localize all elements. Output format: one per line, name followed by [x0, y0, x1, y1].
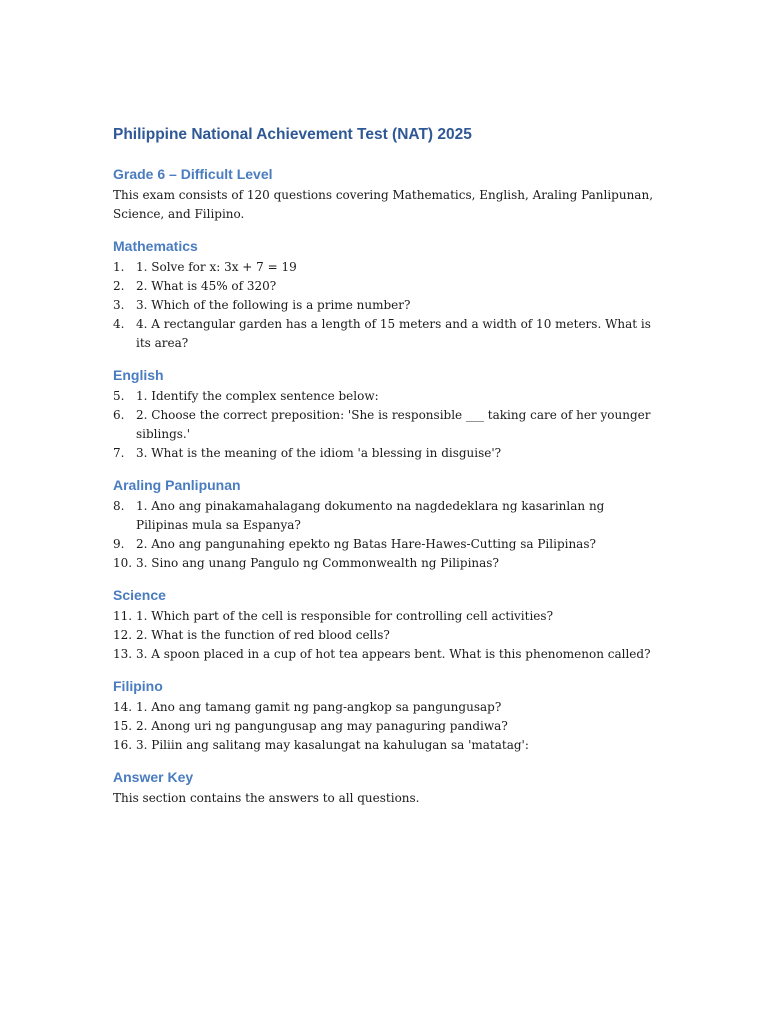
question-text: 1. Ano ang pinakamahalagang dokumento na nagdedeklara ng kasarinlan ng Pilipinas mula sa Espanya? [136, 499, 605, 532]
list-item [113, 535, 653, 554]
question-text: 2. Choose the correct preposition: 'She is responsible ___ taking care of her younger siblings.' [136, 408, 651, 441]
question-text: 3. A spoon placed in a cup of hot tea appears bent. What is this phenomenon called? [136, 647, 651, 661]
question-list [113, 387, 653, 463]
list-item [113, 736, 653, 755]
section-heading: English [113, 367, 164, 383]
section-mathematics [113, 236, 653, 353]
question-text: 3. Which of the following is a prime number? [136, 298, 411, 312]
question-list [113, 698, 653, 755]
question-list [113, 258, 653, 353]
list-number: 4. [113, 317, 125, 331]
question-text: 1. Identify the complex sentence below: [136, 389, 379, 403]
list-item [113, 626, 653, 645]
list-number: 9. [113, 537, 125, 551]
question-text: 2. Ano ang pangunahing epekto ng Batas Hare-Hawes-Cutting sa Pilipinas? [136, 537, 596, 551]
section-araling-panlipunan [113, 475, 653, 573]
question-text: 2. Anong uri ng pangungusap ang may panaguring pandiwa? [136, 719, 508, 733]
list-item [113, 315, 653, 353]
answer-key-paragraph: This section contains the answers to all questions. [113, 791, 420, 805]
answer-key-heading: Answer Key [113, 769, 194, 785]
section-filipino [113, 676, 653, 755]
list-item [113, 717, 653, 736]
list-number: 14. [113, 700, 133, 714]
question-text: 1. Solve for x: 3x + 7 = 19 [136, 260, 297, 274]
section-heading: Science [113, 587, 166, 603]
list-number: 8. [113, 499, 125, 513]
list-item [113, 296, 653, 315]
list-item [113, 607, 653, 626]
list-number: 3. [113, 298, 125, 312]
document-page [113, 124, 653, 820]
list-number: 1. [113, 260, 125, 274]
question-text: 3. Sino ang unang Pangulo ng Commonwealth ng Pilipinas? [136, 556, 499, 570]
list-number: 12. [113, 628, 133, 642]
list-number: 13. [113, 647, 133, 661]
question-text: 3. What is the meaning of the idiom 'a blessing in disguise'? [136, 446, 502, 460]
grade-level-heading: Grade 6 – Difficult Level [113, 166, 273, 182]
list-item [113, 645, 653, 664]
document-title: Philippine National Achievement Test (NAT) 2025 [113, 126, 472, 143]
list-number: 10. [113, 556, 133, 570]
section-heading: Filipino [113, 678, 163, 694]
list-item [113, 444, 653, 463]
list-item [113, 698, 653, 717]
question-list [113, 607, 653, 664]
list-item [113, 406, 653, 444]
list-item [113, 387, 653, 406]
list-item [113, 497, 653, 535]
list-number: 5. [113, 389, 125, 403]
question-text: 2. What is the function of red blood cells? [136, 628, 390, 642]
question-text: 2. What is 45% of 320? [136, 279, 277, 293]
intro-paragraph: This exam consists of 120 questions covering Mathematics, English, Araling Panlipunan, Science, and Filipino. [113, 188, 654, 221]
question-text: 3. Piliin ang salitang may kasalungat na kahulugan sa 'matatag': [136, 738, 529, 752]
question-list [113, 497, 653, 573]
question-text: 4. A rectangular garden has a length of 15 meters and a width of 10 meters. What is its area? [136, 317, 651, 350]
list-number: 6. [113, 408, 125, 422]
section-english [113, 365, 653, 463]
question-text: 1. Which part of the cell is responsible for controlling cell activities? [136, 609, 553, 623]
section-science [113, 585, 653, 664]
list-number: 15. [113, 719, 133, 733]
section-answer-key [113, 767, 653, 808]
question-text: 1. Ano ang tamang gamit ng pang-angkop sa pangungusap? [136, 700, 502, 714]
list-number: 11. [113, 609, 133, 623]
section-heading: Araling Panlipunan [113, 477, 241, 493]
list-number: 2. [113, 279, 125, 293]
section-heading: Mathematics [113, 238, 198, 254]
list-number: 16. [113, 738, 133, 752]
list-item [113, 258, 653, 277]
list-number: 7. [113, 446, 125, 460]
list-item [113, 554, 653, 573]
list-item [113, 277, 653, 296]
